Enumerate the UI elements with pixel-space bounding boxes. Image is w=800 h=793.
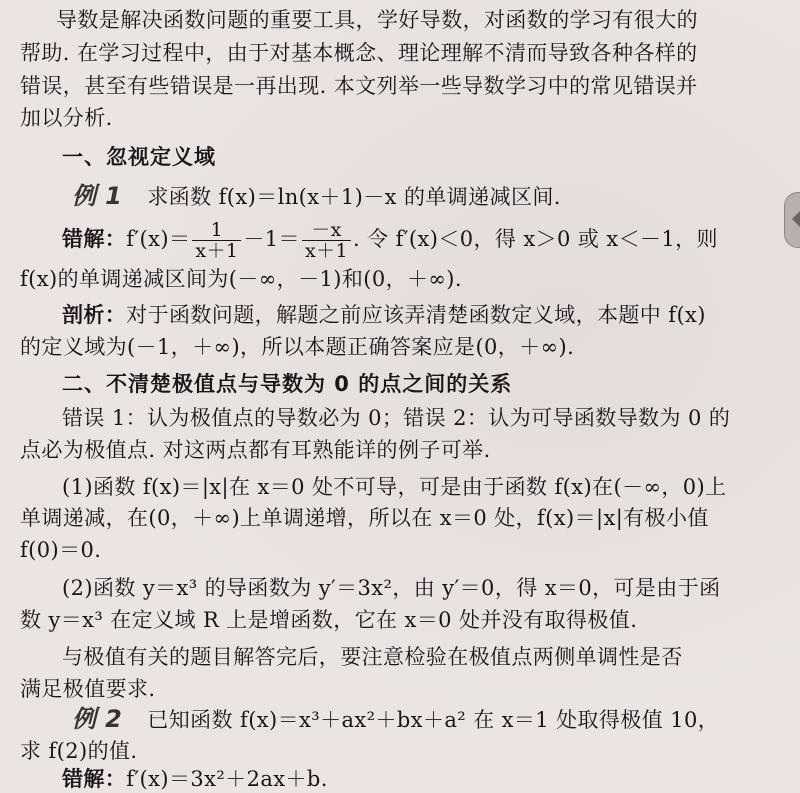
case-1-line-2: 单调递减，在(0，＋∞)上单调递增，所以在 x＝0 处，f(x)＝|x|有极小值 bbox=[20, 506, 709, 530]
fraction-1 bbox=[192, 220, 241, 261]
note-line-2: 满足极值要求. bbox=[20, 677, 156, 701]
example-2-label: 例 2 bbox=[72, 705, 123, 733]
section-2-heading: 二、不清楚极值点与导数为 0 的点之间的关系 bbox=[62, 372, 513, 396]
intro-text: 加以分析. bbox=[20, 106, 113, 130]
wrong-solution-label: 错解： bbox=[62, 227, 127, 251]
error-statement-line-2: 点必为极值点. 对这两点都有耳熟能详的例子可举. bbox=[20, 438, 491, 462]
intro-line-2 bbox=[20, 39, 698, 67]
error-statement-line-1: 错误 1：认为极值点的导数必为 0；错误 2：认为可导函数导数为 0 的 bbox=[62, 406, 731, 430]
example-1-text: 求函数 f(x)＝ln(x＋1)－x 的单调递减区间. bbox=[147, 185, 561, 209]
analysis-1 bbox=[62, 301, 706, 329]
wrong-solution-1 bbox=[62, 220, 718, 261]
example-2-line-2: 求 f(2)的值. bbox=[20, 739, 138, 763]
wrong-solution-2 bbox=[62, 765, 328, 793]
intro-text: 帮助. 在学习过程中，由于对基本概念、理论理解不清而导致各种各样的 bbox=[20, 41, 698, 65]
case-2-line-1: (2)函数 y＝x³ 的导函数为 y′＝3x²，由 y′＝0，得 x＝0，可是由于函 bbox=[62, 576, 721, 600]
wrong-solution-1-line-2: f(x)的单调递减区间为(－∞，－1)和(0，＋∞). bbox=[20, 267, 462, 291]
wrong-solution-label: 错解： bbox=[62, 767, 127, 791]
analysis-label: 剖析： bbox=[62, 303, 127, 327]
intro-line-3 bbox=[20, 72, 698, 100]
derivative-expr: f′(x)＝ bbox=[126, 227, 191, 251]
fraction-1-denominator: x＋1 bbox=[195, 240, 239, 262]
intro-line-1 bbox=[28, 6, 698, 34]
intro-line-4 bbox=[20, 104, 113, 132]
fraction-1-numerator: 1 bbox=[192, 220, 241, 241]
chevron-left-icon bbox=[792, 208, 800, 230]
fraction-2-numerator: －x bbox=[302, 220, 351, 241]
fraction-2-denominator: x＋1 bbox=[304, 240, 348, 262]
example-2-text: 已知函数 f(x)＝x³＋ax²＋bx＋a² 在 x＝1 处取得极值 10， bbox=[147, 708, 720, 732]
case-2-line-2: 数 y＝x³ 在定义域 R 上是增函数，它在 x＝0 处并没有取得极值. bbox=[20, 608, 638, 632]
intro-text: 错误，甚至有些错误是一再出现. 本文列举一些导数学习中的常见错误并 bbox=[20, 74, 698, 98]
case-1-line-3: f(0)＝0. bbox=[20, 538, 102, 562]
section-1-heading: 一、忽视定义域 bbox=[62, 145, 216, 169]
page-tab-marker bbox=[784, 192, 800, 248]
case-1-line-1: (1)函数 f(x)＝|x|在 x＝0 处不可导，可是由于函数 f(x)在(－∞，0)上 bbox=[62, 475, 727, 499]
analysis-1-line-2: 的定义域为(－1，＋∞)，所以本题正确答案应是(0，＋∞). bbox=[20, 335, 575, 359]
derivative-expr-mid: －1＝ bbox=[243, 227, 300, 251]
example-2 bbox=[72, 705, 719, 734]
fraction-2 bbox=[302, 220, 351, 261]
note-line-1: 与极值有关的题目解答完后，要注意检验在极值点两侧单调性是否 bbox=[62, 645, 683, 669]
intro-text: 导数是解决函数问题的重要工具，学好导数，对函数的学习有很大的 bbox=[56, 8, 698, 32]
analysis-text: 对于函数问题，解题之前应该弄清楚函数定义域，本题中 f(x) bbox=[126, 303, 706, 327]
example-1 bbox=[72, 182, 561, 211]
derivative-condition: . 令 f′(x)＜0，得 x＞0 或 x＜－1，则 bbox=[352, 227, 718, 251]
example-1-label: 例 1 bbox=[72, 182, 123, 210]
wrong-solution-2-text: f′(x)＝3x²＋2ax＋b. bbox=[126, 767, 328, 791]
